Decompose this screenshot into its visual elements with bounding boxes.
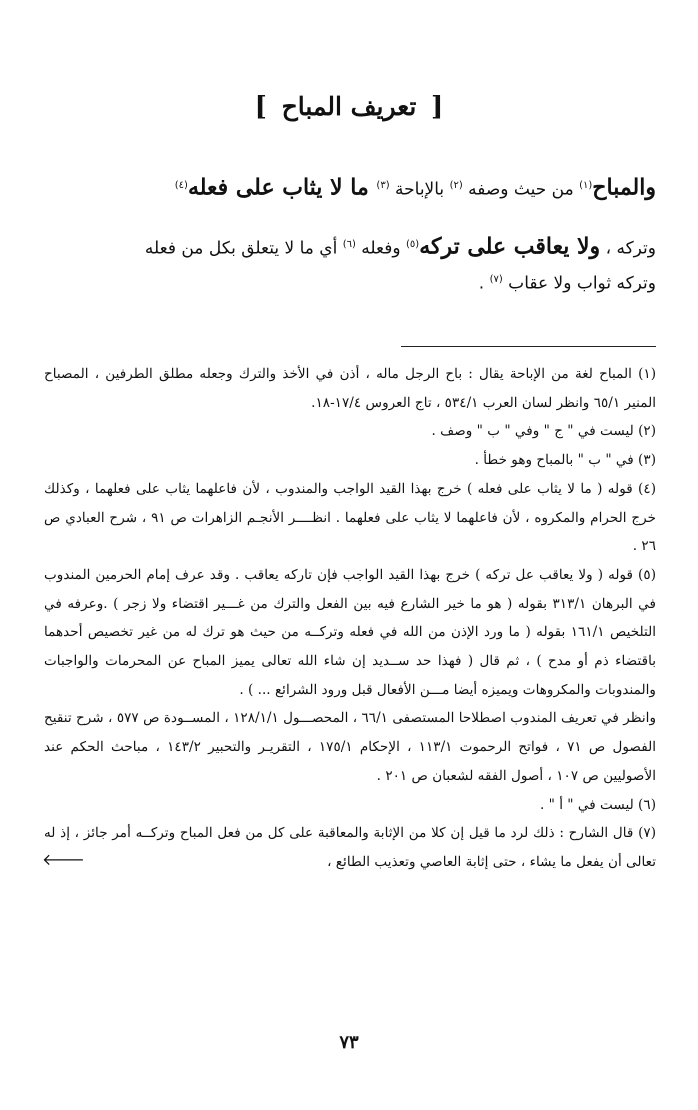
footnote-text: (٢) ليست في " ج " وفي " ب " وصف . [431, 423, 656, 440]
footnote-7 [44, 819, 656, 876]
continue-arrow-icon: 🡐 [42, 849, 85, 869]
main-text-line-3 [41, 266, 656, 298]
footnote-ref-5: (٥) [406, 239, 420, 250]
body-text: أي ما لا يتعلق بكل من فعله [144, 238, 343, 259]
footnote-5 [44, 561, 656, 705]
footnote-1 [44, 360, 656, 417]
footnote-4 [44, 475, 656, 561]
footnote-5-continued [44, 704, 656, 790]
footnote-text: وانظر في تعريف المندوب اصطلاحا المستصفى ٦٦/١ ، المحصـــول ١٢٨/١/١ ، المســودة ص ٥٧٧ ، شرح تنقيح الفصول ص ٧١ ، فواتح الرحموت ١١٣/١ ، الإحكام ١٧٥/١ ، التقريـر والتحبير ١٤٣/٢ ، مباحث الحكم عند الأصوليين ص ١٠٧ ، أصول الفقه لشعبان ص ٢٠١ . [44, 710, 657, 784]
footnote-2 [44, 417, 656, 446]
footnotes [44, 360, 656, 877]
body-text: وتركه ، [600, 238, 656, 259]
keyword-no-punishment: ولا يعاقب على تركه [419, 233, 601, 260]
footnote-ref-3: (٣) [376, 180, 390, 191]
body-text: بالإباحة [389, 179, 450, 200]
footnote-ref-2: (٢) [449, 180, 463, 191]
footnote-separator [401, 346, 656, 347]
footnote-text: (٦) ليست في " أ " . [539, 796, 656, 813]
footnote-ref-4: (٤) [174, 180, 188, 191]
section-title [0, 92, 698, 122]
footnote-text: (٥) قوله ( ولا يعاقب عل تركه ) خرج بهذا القيد الواجب فإن تاركه يعاقب . وقد عرف إمام الحرمين المندوب في البرهان ٣١٣/١ بقوله ( هو ما خير الشارع فيه بين الفعل والترك من غـــير اقتضاء ولا زجر ) .وعرفه في التلخيص ١٦١/١ بقوله ( ما ورد الإذن من الله في فعله وتركــه من حيث هو ترك له من غير تخصيص أحدهما باقتضاء ذم أو مدح ) ، ثم قال ( فهذا حد ســديد إن شاء الله تعالى يميز المباح عن المحرمات والواجبات والمندوبات والمكروهات ويميزه أيضا مـــن الأفعال قبل ورود الشرائع ... ) . [44, 566, 657, 698]
body-text: من حيث وصفه [462, 179, 580, 200]
keyword-definition: ما لا يثاب على فعله [187, 174, 377, 201]
footnote-text: (١) المباح لغة من الإباحة يقال : باح الرجل ماله ، أذن في الأخذ والترك وجعله مطلق الطرفين ، المصباح المنير ٦٥/١ وانظر لسان العرب ٥٣٤/١ ، تاج العروس ١٧/٤-١٨. [44, 366, 656, 411]
body-text: وتركه ثواب ولا عقاب [502, 273, 656, 294]
body-text: . [478, 273, 490, 294]
title-bracket-open: [ [431, 92, 444, 122]
footnote-text: (٧) قال الشارح : ذلك لرد ما قيل إن كلا من الإثابة والمعاقبة على كل من فعل المباح وتركــه أمر جائز ، إذ له تعالى أن يفعل ما يشاء ، حتى إثابة العاصي وتعذيب الطائع ، [44, 825, 656, 870]
page-number: ٧٣ [339, 1032, 359, 1053]
body-text: وفعله [355, 238, 406, 259]
main-text-line-2 [41, 231, 656, 263]
title-text: تعريف المباح [281, 92, 417, 121]
footnote-6 [44, 791, 656, 820]
footnote-text: (٣) في " ب " بالمباح وهو خطأ . [474, 452, 656, 469]
footnote-ref-6: (٦) [342, 239, 356, 250]
footnote-ref-7: (٧) [489, 274, 503, 285]
footnote-text: (٤) قوله ( ما لا يثاب على فعله ) خرج بهذا القيد الواجب والمندوب ، لأن فاعلهما يثاب على فعلهما ، وكذلك خرج الحرام والمكروه ، لأن فاعلهما لا يثاب على فعلهما . انظــــر الأنجـم الزاهرات ص ٩١ ، شرح العبادي ص ٢٦ . [44, 480, 657, 555]
main-text-line-1 [41, 172, 656, 204]
title-bracket-close: ] [254, 92, 267, 122]
footnote-3 [44, 446, 656, 475]
keyword-mubah: والمباح [592, 174, 656, 201]
footnote-ref-1: (١) [579, 180, 593, 191]
